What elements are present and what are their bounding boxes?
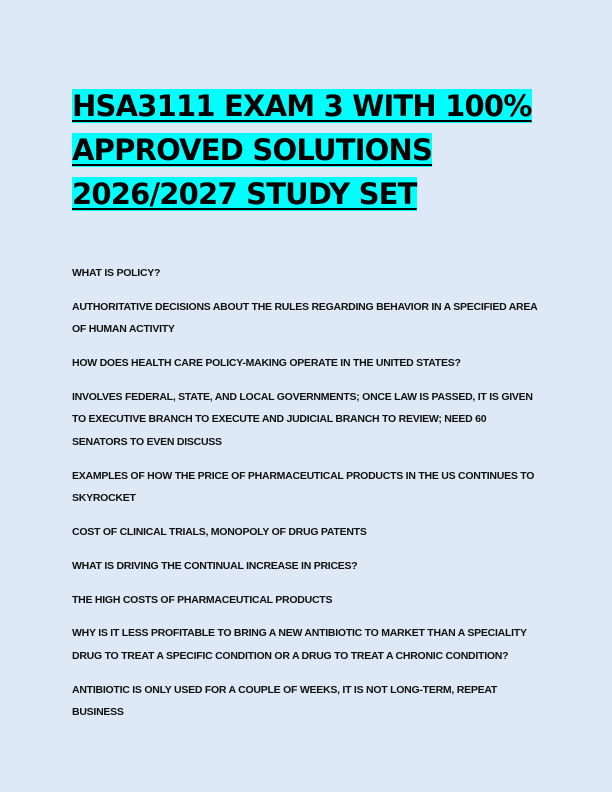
document-title (72, 84, 542, 216)
answer-text: ANTIBIOTIC IS ONLY USED FOR A COUPLE OF WEEKS, IT IS NOT LONG-TERM, REPEAT BUSINESS (72, 683, 498, 719)
question-text: HOW DOES HEALTH CARE POLICY-MAKING OPERATE IN THE UNITED STATES? (72, 357, 461, 370)
title-line: 2026/2027 STUDY SET (72, 177, 417, 211)
question-text: WHAT IS POLICY? (72, 267, 161, 279)
question-text: WHY IS IT LESS PROFITABLE TO BRING A NEW ANTIBIOTIC TO MARKET THAN A SPECIALITY DRUG TO TREAT A SPECIFIC CONDITION OR A DRUG TO TREAT A CHRONIC CONDITION? (72, 627, 527, 662)
title-line: APPROVED SOLUTIONS (72, 133, 433, 167)
title-line: HSA3111 EXAM 3 WITH 100% (72, 89, 532, 123)
question-text: WHAT IS DRIVING THE CONTINUAL INCREASE IN PRICES? (72, 559, 358, 572)
answer-text: THE HIGH COSTS OF PHARMACEUTICAL PRODUCTS (72, 593, 333, 606)
answer-text: AUTHORITATIVE DECISIONS ABOUT THE RULES REGARDING BEHAVIOR IN A SPECIFIED AREA OF HUMAN ACTIVITY (72, 300, 538, 336)
question-text: EXAMPLES OF HOW THE PRICE OF PHARMACEUTICAL PRODUCTS IN THE US CONTINUES TO SKYROCKET (72, 469, 535, 505)
answer-text: COST OF CLINICAL TRIALS, MONOPOLY OF DRUG PATENTS (72, 525, 367, 538)
answer-text: INVOLVES FEDERAL, STATE, AND LOCAL GOVERNMENTS; ONCE LAW IS PASSED, IT IS GIVEN TO EXECUTIVE BRANCH TO EXECUTE AND JUDICIAL BRANCH TO REVIEW; NEED 60 SENATORS TO EVEN DISCUSS (72, 390, 533, 448)
question-answer-list (72, 262, 542, 724)
